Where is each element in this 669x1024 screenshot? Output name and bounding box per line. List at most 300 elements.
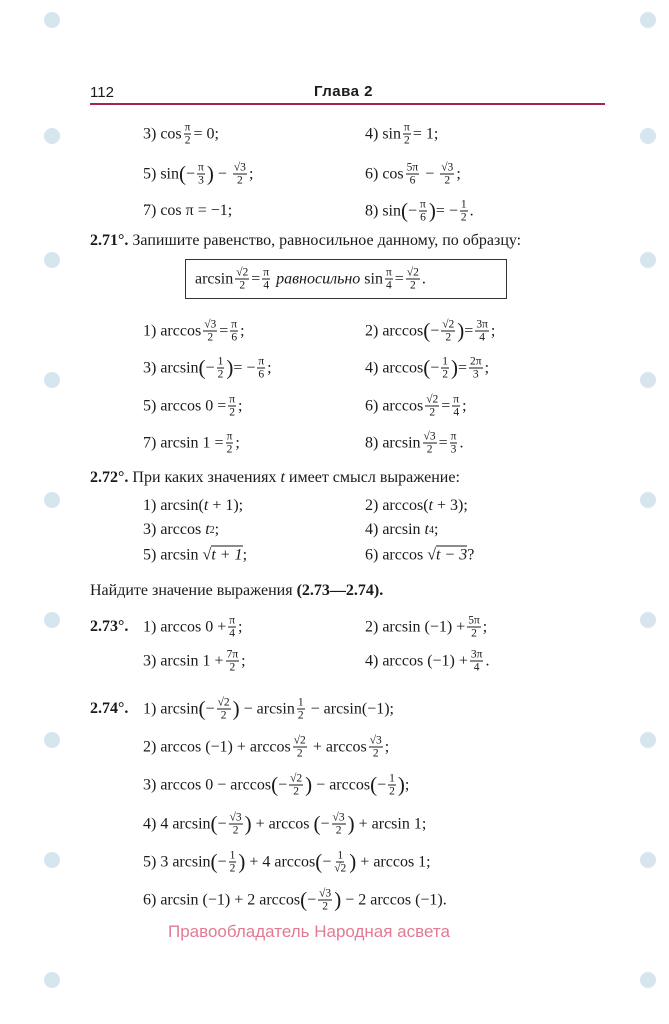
formula-text: ; (490, 322, 496, 339)
numerator: √3 (423, 430, 436, 443)
parenthesis: ( (198, 696, 206, 721)
formula-text: − (205, 700, 215, 717)
numerator: √3 (332, 811, 345, 824)
problem-number: 2.74°. (90, 700, 129, 717)
formula-text: . (421, 270, 426, 287)
denominator: 2 (184, 134, 191, 147)
formula-text: 4) arcsin (365, 521, 425, 538)
fraction (229, 850, 237, 875)
formula (143, 497, 243, 515)
numerator: π (404, 121, 410, 134)
watermark-logo-icon (44, 852, 60, 868)
fraction (406, 267, 420, 292)
formula-text: − (217, 853, 227, 870)
watermark-logo-icon (44, 732, 60, 748)
numerator: 1 (217, 355, 224, 368)
formula (143, 649, 246, 674)
fraction (441, 356, 449, 381)
formula (143, 319, 245, 344)
variable: t (280, 469, 285, 486)
formula-text: − 2 arccos (−1). (341, 891, 447, 908)
formula (365, 615, 487, 640)
formula-text: ? (467, 546, 475, 563)
numerator: 2π (470, 355, 482, 368)
formula (365, 521, 438, 539)
parenthesis: ( (423, 318, 431, 343)
parenthesis: ( (370, 772, 378, 797)
formula-text: + 4 arccos (245, 853, 316, 870)
denominator: 3 (450, 443, 457, 456)
numerator: π (258, 355, 265, 368)
formula-text: 6) cos (365, 165, 404, 182)
formula-text: ; (242, 546, 248, 563)
numerator: π (184, 121, 191, 134)
fraction (226, 649, 240, 674)
parenthesis: ) (397, 772, 405, 797)
numerator: π (453, 393, 460, 406)
formula-text: . (469, 202, 474, 219)
formula-text: + 3); (432, 497, 468, 514)
fraction (385, 267, 393, 292)
fraction (460, 199, 468, 224)
watermark-logo-icon (44, 612, 60, 628)
numerator: √2 (236, 266, 249, 279)
denominator: 2 (389, 785, 395, 798)
formula-text: = 1; (412, 125, 439, 142)
parenthesis: ( (198, 355, 206, 380)
numerator: √3 (319, 887, 332, 900)
formula-text: 5) 3 arcsin (143, 853, 211, 870)
fraction (228, 615, 236, 640)
fraction (441, 319, 455, 344)
formula-text: − (322, 853, 332, 870)
formula-text: ; (433, 521, 439, 538)
fraction (419, 199, 427, 224)
formula (143, 202, 232, 220)
formula-text: ; (484, 359, 490, 376)
fraction (467, 615, 481, 640)
parenthesis: ( (300, 887, 308, 912)
numerator: √2 (442, 318, 455, 331)
formula-text: ; (482, 618, 488, 635)
formula-text: − (408, 202, 418, 219)
denominator: √2 (334, 862, 347, 875)
watermark-logo-icon (44, 12, 60, 28)
fraction (229, 812, 243, 837)
formula-text: − (430, 359, 440, 376)
formula-text: 4) sin (365, 125, 401, 142)
formula-text: − (307, 891, 317, 908)
formula (143, 697, 394, 722)
numerator: 1 (229, 849, 236, 862)
formula-text: 3) arccos (143, 521, 206, 538)
fraction (293, 735, 307, 760)
fraction (440, 162, 454, 187)
radicand: t + 1 (211, 546, 243, 564)
denominator: 2 (426, 443, 433, 456)
problem-number: 2.72°. (90, 469, 129, 486)
formula-text: − arccos (312, 776, 371, 793)
numerator: π (226, 430, 233, 443)
formula-text: 5) arcsin √ (143, 546, 212, 563)
formula (365, 199, 474, 224)
denominator: 2 (460, 211, 467, 224)
fraction (184, 122, 192, 147)
watermark-logo-icon (640, 252, 656, 268)
formula-text: = (438, 434, 448, 451)
formula-text: − (421, 165, 439, 182)
denominator: 2 (444, 174, 451, 187)
fraction (403, 122, 411, 147)
formula-text: 1) arccos 0 + (143, 618, 227, 635)
formula (143, 431, 240, 456)
fraction (318, 888, 332, 913)
fraction (333, 850, 347, 875)
fraction (217, 697, 231, 722)
numerator: π (420, 198, 426, 211)
formula-text: ; (267, 359, 272, 376)
denominator: 4 (453, 406, 460, 419)
watermark-logo-icon (640, 852, 656, 868)
fraction (226, 431, 234, 456)
formula (365, 162, 461, 187)
watermark-logo-icon (640, 128, 656, 144)
instruction (90, 582, 383, 600)
formula (143, 521, 219, 539)
formula-text: − (278, 776, 288, 793)
parenthesis: ) (244, 811, 252, 836)
numerator: √2 (293, 734, 306, 747)
formula-text: − (186, 165, 196, 182)
formula-text: − (430, 322, 440, 339)
formula-text: 2) arcsin (−1) + (365, 618, 466, 635)
formula-text: ; (240, 322, 245, 339)
parenthesis: ( (210, 811, 218, 836)
numerator: π (229, 393, 236, 406)
formula-text: 8) arcsin (365, 434, 421, 451)
italic-text: t (203, 497, 209, 514)
formula-text: . (459, 434, 464, 451)
fraction (257, 356, 265, 381)
formula (365, 394, 467, 419)
formula-text: ; (404, 776, 410, 793)
formula (365, 431, 463, 456)
parenthesis: ( (179, 161, 186, 186)
watermark-logo-icon (44, 492, 60, 508)
formula-text: + arccos (308, 738, 367, 755)
formula-text: − arcsin (239, 700, 295, 717)
numerator: 1 (337, 849, 344, 862)
formula-text: − (320, 815, 330, 832)
fraction (228, 394, 236, 419)
numerator: √2 (406, 266, 419, 279)
numerator: √2 (426, 393, 439, 406)
fraction (197, 162, 205, 187)
problem-number: 2.71°. (90, 232, 129, 249)
fraction (297, 697, 305, 722)
parenthesis: ) (347, 811, 355, 836)
formula-text: 6) arccos (365, 397, 424, 414)
denominator: 2 (404, 134, 410, 147)
problem-text: имеет смысл выражение: (284, 469, 460, 486)
fraction (203, 319, 217, 344)
formula-text: ; (238, 618, 243, 635)
formula-text: + arccos 1; (356, 853, 431, 870)
formula (365, 649, 489, 674)
problem-2-71-statement (90, 232, 521, 250)
denominator: 2 (445, 331, 452, 344)
formula-text: ; (248, 165, 254, 182)
formula (143, 812, 426, 837)
parenthesis: ) (206, 161, 214, 186)
fraction (425, 394, 439, 419)
denominator: 2 (471, 627, 477, 640)
denominator: 2 (237, 174, 243, 187)
fraction (406, 162, 420, 187)
numerator: 3π (470, 648, 483, 661)
problem-text: При каких значениях (132, 469, 281, 486)
numerator: √2 (290, 772, 303, 785)
formula-text: = (441, 397, 451, 414)
parenthesis: ( (315, 849, 323, 874)
numerator: 1 (442, 355, 448, 368)
parenthesis: ) (457, 318, 465, 343)
formula-text: − arcsin(−1); (306, 700, 394, 717)
parenthesis: ( (313, 811, 321, 836)
italic-text: равносильно (272, 270, 365, 287)
parenthesis: ) (226, 355, 234, 380)
formula-text: 2) arccos (365, 322, 424, 339)
numerator: π (229, 614, 236, 627)
formula (143, 615, 242, 640)
denominator: 2 (217, 368, 224, 381)
header-rule (90, 103, 605, 105)
formula-text: ; (384, 738, 390, 755)
fraction (475, 319, 489, 344)
formula-text: − (213, 165, 231, 182)
watermark-logo-icon (640, 612, 656, 628)
parenthesis: ) (232, 696, 240, 721)
formula-text: 5) sin (143, 165, 179, 182)
problem-number: 2.73°. (90, 618, 129, 635)
fraction (369, 735, 383, 760)
denominator: 2 (322, 900, 329, 913)
fraction (233, 162, 247, 187)
watermark-logo-icon (640, 732, 656, 748)
parenthesis: ) (238, 849, 246, 874)
denominator: 4 (263, 279, 270, 292)
formula-text: 1) arccos (143, 322, 202, 339)
numerator: 7π (226, 648, 239, 661)
numerator: √3 (204, 318, 217, 331)
numerator: π (198, 161, 204, 174)
parenthesis: ( (401, 198, 408, 223)
watermark-logo-icon (640, 12, 656, 28)
parenthesis: ) (305, 772, 313, 797)
formula (143, 773, 409, 798)
denominator: 2 (335, 824, 342, 837)
denominator: 2 (372, 747, 379, 760)
formula-text: 4) arccos (−1) + (365, 652, 468, 669)
denominator: 2 (297, 709, 304, 722)
denominator: 2 (220, 709, 227, 722)
numerator: π (450, 430, 457, 443)
denominator: 2 (429, 406, 436, 419)
denominator: 2 (207, 331, 214, 344)
watermark-logo-icon (44, 252, 60, 268)
formula (365, 319, 495, 344)
fraction (332, 812, 346, 837)
instruction-text: Найдите значение выражения (90, 582, 297, 599)
formula-text: ; (462, 397, 467, 414)
numerator: 1 (297, 696, 304, 709)
denominator: 2 (226, 443, 233, 456)
formula (143, 162, 253, 187)
fraction (388, 773, 396, 798)
denominator: 2 (442, 368, 448, 381)
formula (143, 850, 431, 875)
denominator: 6 (409, 174, 416, 187)
watermark-logo-icon (44, 372, 60, 388)
fraction (470, 649, 484, 674)
watermark-logo-icon (640, 492, 656, 508)
fraction (450, 431, 458, 456)
formula (365, 497, 468, 515)
formula-text: ; (238, 397, 243, 414)
italic-text: t (428, 497, 433, 514)
parenthesis: ( (423, 355, 431, 380)
formula-text: arcsin (195, 270, 234, 287)
formula (143, 394, 242, 419)
formula (143, 888, 447, 913)
formula (365, 356, 489, 381)
formula (143, 735, 389, 760)
formula-text: 4) 4 arcsin (143, 815, 211, 832)
formula-text: = 0; (193, 125, 219, 142)
denominator: 2 (239, 279, 246, 292)
denominator: 6 (231, 331, 238, 344)
fraction (289, 773, 303, 798)
superscript: 4 (428, 524, 434, 536)
numerator: √3 (229, 811, 242, 824)
formula-text: 2) arccos( (365, 497, 429, 514)
numerator: 1 (389, 772, 395, 785)
problem-text: Запишите равенство, равносильное данному, по образцу: (132, 232, 522, 249)
numerator: √3 (369, 734, 382, 747)
fraction (262, 267, 270, 292)
denominator: 6 (258, 368, 265, 381)
formula-text: − (217, 815, 227, 832)
formula (143, 122, 219, 147)
numerator: √3 (233, 161, 246, 174)
numerator: √3 (441, 161, 454, 174)
formula-text: 6) arccos √ (365, 546, 436, 563)
numerator: π (231, 318, 238, 331)
formula-text: = (394, 270, 404, 287)
parenthesis: ) (349, 849, 357, 874)
formula (365, 546, 474, 565)
denominator: 4 (386, 279, 392, 292)
fraction (235, 267, 249, 292)
instruction-range: (2.73—2.74). (296, 582, 384, 599)
denominator: 2 (229, 862, 236, 875)
formula-text: + arccos (251, 815, 314, 832)
problem-2-72-statement (90, 469, 460, 487)
formula-text: 1) arcsin( (143, 497, 204, 514)
formula-text: ; (214, 521, 220, 538)
watermark-logo-icon (44, 128, 60, 144)
formula-text: 7) cos π = −1; (143, 202, 233, 219)
formula-text: − (205, 359, 215, 376)
formula (143, 546, 247, 565)
denominator: 2 (296, 747, 303, 760)
fraction (217, 356, 225, 381)
superscript: 2 (209, 524, 215, 536)
formula-text: = (251, 270, 261, 287)
parenthesis: ) (450, 355, 458, 380)
formula-text: + 1); (208, 497, 244, 514)
formula-text: sin (364, 270, 383, 287)
denominator: 2 (229, 406, 235, 419)
fraction (452, 394, 460, 419)
denominator: 2 (293, 785, 300, 798)
fraction (469, 356, 483, 381)
formula-text: = (457, 359, 467, 376)
formula-text: ; (241, 652, 246, 669)
parenthesis: ) (428, 198, 436, 223)
numerator: π (263, 266, 270, 279)
numerator: π (385, 266, 392, 279)
fraction (230, 319, 238, 344)
watermark-logo-icon (640, 972, 656, 988)
formula-text: − (377, 776, 387, 793)
formula-text: = − (233, 359, 256, 376)
watermark-logo-icon (44, 972, 60, 988)
formula-text: 5) arccos 0 = (143, 397, 227, 414)
radicand: t − 3 (435, 546, 468, 564)
parenthesis: ) (334, 887, 342, 912)
formula-text: 6) arcsin (−1) + 2 arccos (143, 891, 301, 908)
chapter-title: Глава 2 (314, 83, 374, 100)
formula (365, 122, 438, 147)
example-formula (195, 267, 426, 292)
page-number: 112 (90, 84, 114, 101)
copyright-footer: Правообладатель Народная асвета (168, 922, 450, 941)
numerator: 1 (460, 198, 467, 211)
formula-text: 3) arccos 0 − arccos (143, 776, 272, 793)
formula-text: ; (235, 434, 240, 451)
denominator: 2 (409, 279, 416, 292)
numerator: 3π (476, 318, 488, 331)
denominator: 3 (198, 174, 204, 187)
numerator: √2 (217, 696, 230, 709)
denominator: 4 (479, 331, 485, 344)
fraction (423, 431, 437, 456)
denominator: 3 (472, 368, 479, 381)
formula-text: 2) arccos (−1) + arccos (143, 738, 291, 755)
formula-text: 7) arcsin 1 = (143, 434, 224, 451)
formula-text: . (485, 652, 490, 669)
formula-text: 1) arcsin (143, 700, 199, 717)
formula (143, 356, 272, 381)
formula-text: = (219, 322, 229, 339)
formula-text: = (464, 322, 474, 339)
italic-text: t (424, 521, 429, 538)
italic-text: t (205, 521, 210, 538)
numerator: 5π (406, 161, 419, 174)
watermark-logo-icon (640, 372, 656, 388)
numerator: 5π (468, 614, 480, 627)
